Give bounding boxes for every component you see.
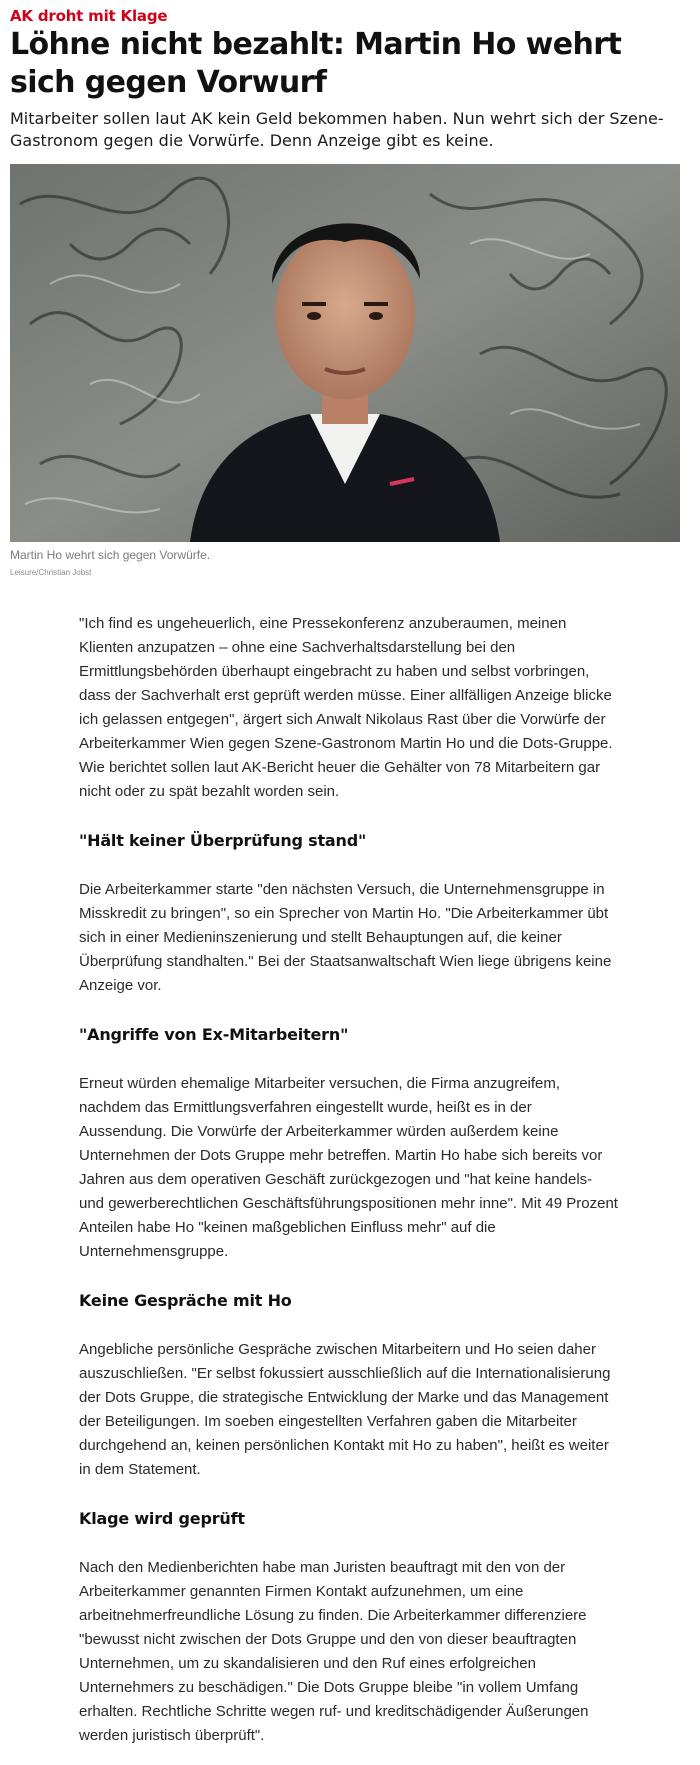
body-paragraph: Erneut würden ehemalige Mitarbeiter versuchen, die Firma anzugreifem, nachdem das Ermittlungsverfahren eingestellt wurde, heißt es in der Aussendung. Die Vorwürfe der Arbeiterkammer würden außerdem keine Unternehmen der Dots Gruppe mehr betreffen. Martin Ho habe sich bereits vor Jahren aus dem operativen Geschäft zurückgezogen und "hat keine handels- und gewerberechtlichen Geschäftsführungspositionen mehr inne". Mit 49 Prozent Anteilen habe Ho "keinen maßgeblichen Einfluss mehr" auf die Unternehmensgruppe. [79, 1075, 618, 1260]
body-paragraph: Angebliche persönliche Gespräche zwischen Mitarbeitern und Ho seien daher auszuschließen. "Er selbst fokussiert ausschließlich auf die Internationalisierung der Dots Gruppe, die strategische Entwicklung der Marke und das Management der Beteiligungen. Im soeben eingestellten Verfahren gaben die Mitarbeiter durchgehend an, keinen persönlichen Kontakt mit Ho zu haben", heißt es weiter in dem Statement. [79, 1341, 611, 1478]
article-headline: Löhne nicht bezahlt: Martin Ho wehrt sich gegen Vorwurf [10, 27, 622, 100]
section-heading: Keine Gespräche mit Ho [79, 1291, 292, 1310]
body-paragraph: Nach den Medienberichten habe man Juristen beauftragt mit den von der Arbeiterkammer genannten Firmen Kontakt aufzunehmen, um eine arbeitnehmerfreundliche Lösung zu finden. Die Arbeiterkammer differenziere "bewusst nicht zwischen der Dots Gruppe und den von dieser beauftragten Unternehmen, um zu skandalisieren und den Ruf eines erfolgreichen Unternehmers zu beschädigen." Die Dots Gruppe bleibe "in vollem Umfang erhalten. Rechtliche Schritte wegen ruf- und kreditschädigender Äußerungen werden juristisch überprüft". [79, 1559, 589, 1744]
portrait-photo [10, 164, 680, 542]
image-credit: Leisure/Christian Jobst [10, 568, 92, 577]
article-body [79, 612, 619, 1748]
article-lead: Mitarbeiter sollen laut AK kein Geld bekommen haben. Nun wehrt sich der Szene-Gastronom gegen die Vorwürfe. Denn Anzeige gibt es keine. [10, 109, 664, 150]
section-heading: "Angriffe von Ex-Mitarbeitern" [79, 1025, 349, 1044]
section-heading: "Hält keiner Überprüfung stand" [79, 831, 367, 850]
section-heading: Klage wird geprüft [79, 1509, 245, 1528]
body-paragraph: Die Arbeiterkammer starte "den nächsten Versuch, die Unternehmensgruppe in Misskredit zu bringen", so ein Sprecher von Martin Ho. "Die Arbeiterkammer übt sich in einer Medieninszenierung und stellt Behauptungen auf, die keiner Überprüfung standhalten." Bei der Staatsanwaltschaft Wien liege übrigens keine Anzeige vor. [79, 881, 612, 994]
hero-image [10, 164, 680, 542]
image-caption: Martin Ho wehrt sich gegen Vorwürfe. [10, 548, 211, 562]
article-kicker: AK droht mit Klage [10, 7, 168, 25]
body-paragraph: "Ich find es ungeheuerlich, eine Pressekonferenz anzuberaumen, meinen Klienten anzupatzen – ohne eine Sachverhaltsdarstellung bei den Ermittlungsbehörden überhaupt eingebracht zu haben und selbst vorbringen, dass der Sachverhalt erst geprüft werden müsse. Einer allfälligen Anzeige blicke ich gelassen entgegen", ärgert sich Anwalt Nikolaus Rast über die Vorwürfe der Arbeiterkammer Wien gegen Szene-Gastronom Martin Ho und die Dots-Gruppe. Wie berichtet sollen laut AK-Bericht heuer die Gehälter von 78 Mitarbeitern gar nicht oder zu spät bezahlt worden sein. [79, 615, 613, 800]
